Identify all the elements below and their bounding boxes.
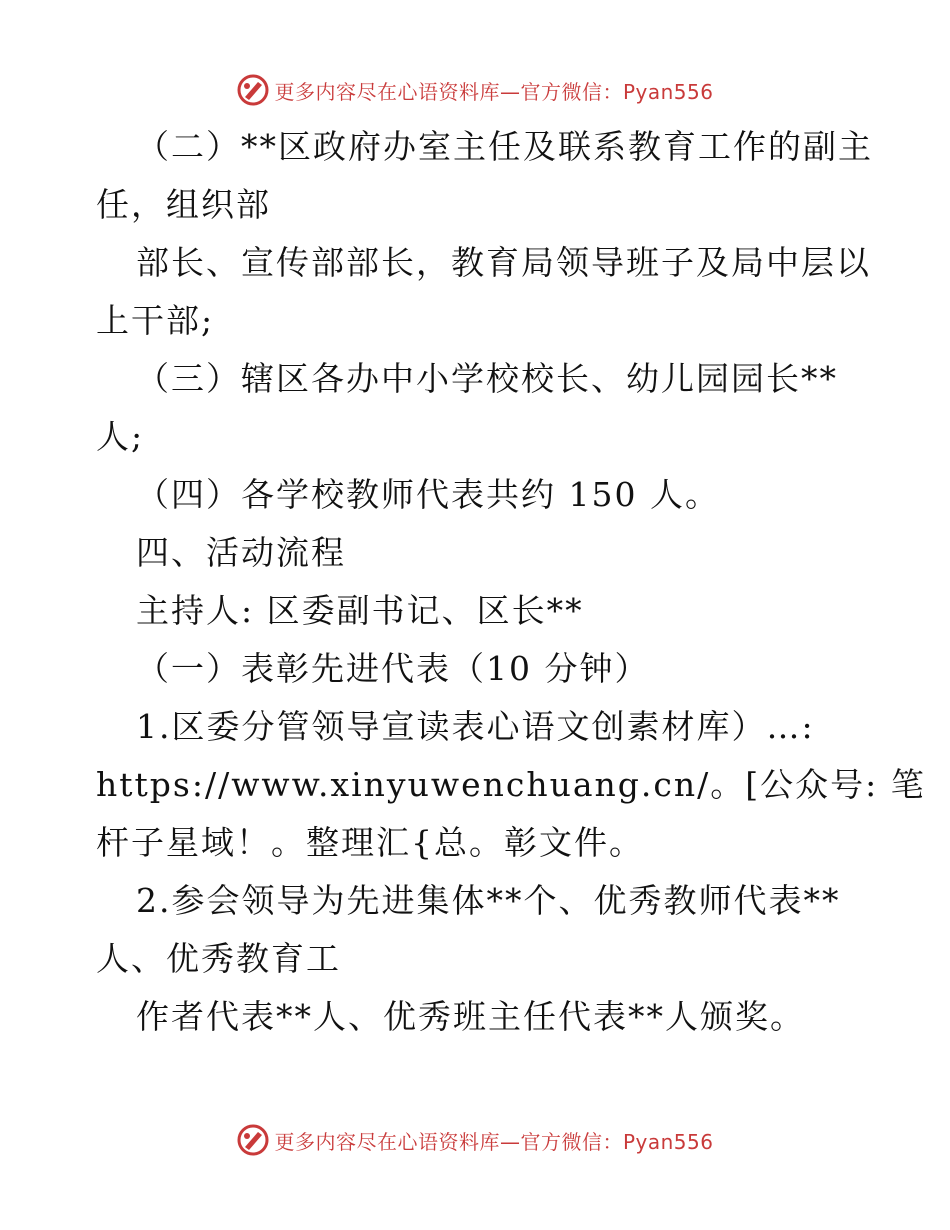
text-line: 主持人: 区委副书记、区长** — [136, 591, 584, 630]
document-body — [96, 118, 926, 1046]
text-line: （二）**区政府办室主任及联系教育工作的副主 — [136, 127, 873, 166]
section-heading: 四、活动流程 — [136, 533, 346, 572]
text-line: 2.参会领导为先进集体**个、优秀教师代表** — [136, 881, 841, 920]
text-line: 1.区委分管领导宣读表心语文创素材库）…: — [136, 707, 815, 746]
footer-watermark-banner — [0, 1120, 950, 1160]
header-watermark-text: 更多内容尽在心语资料库—官方微信：Pyan556 — [274, 79, 714, 104]
footer-watermark-text: 更多内容尽在心语资料库—官方微信：Pyan556 — [274, 1129, 714, 1154]
text-line: 杆子星域！。整理汇{总。彰文件。 — [96, 823, 644, 862]
text-line: 人、优秀教育工 — [96, 939, 341, 978]
text-line: 上干部; — [96, 301, 215, 340]
logo-icon — [236, 73, 270, 107]
header-watermark-banner — [0, 70, 950, 110]
text-line: （四）各学校教师代表共约 150 人。 — [136, 475, 720, 514]
text-line: （三）辖区各办中小学校校长、幼儿园园长** — [136, 359, 838, 398]
text-line: 作者代表**人、优秀班主任代表**人颁奖。 — [136, 997, 805, 1036]
text-line: 人; — [96, 417, 145, 456]
text-line: 部长、宣传部部长，教育局领导班子及局中层以 — [136, 243, 871, 282]
text-line: （一）表彰先进代表（10 分钟） — [136, 649, 650, 688]
text-line: https://www.xinyuwenchuang.cn/。[公众号: 笔 — [96, 765, 926, 804]
logo-icon — [236, 1123, 270, 1157]
text-line: 任，组织部 — [96, 185, 271, 224]
